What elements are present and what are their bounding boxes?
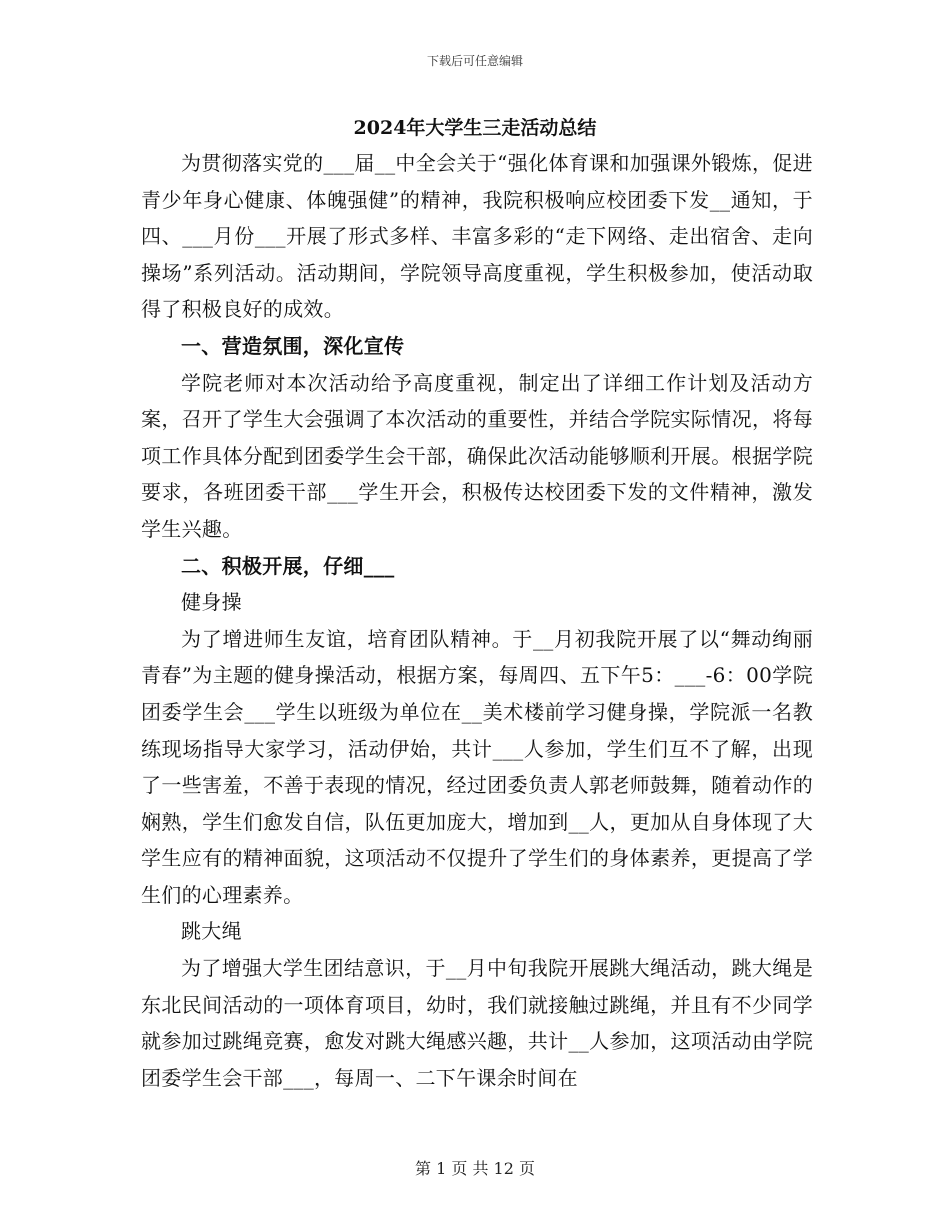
subheading-fitness-exercise: 健身操 — [181, 590, 242, 615]
rope-skipping-paragraph: 为了增强大学生团结意识，于__月中旬我院开展跳大绳活动，跳大绳是东北民间活动的一项体育项目，幼时，我们就接触过跳绳，并且有不少同学就参加过跳绳竞赛，愈发对跳大绳感兴趣，共计__人参加，这项活动由学院团委学生会干部___，每周一、二下午课余时间在 — [141, 956, 813, 1090]
document-body — [141, 145, 813, 1096]
document-title: 2024年大学生三走活动总结 — [353, 117, 597, 139]
section-heading-1: 一、营造氛围，深化宣传 — [181, 333, 405, 358]
page-header-note: 下载后可任意编辑 — [426, 54, 523, 68]
section-heading-2: 二、积极开展，仔细___ — [181, 553, 395, 578]
page-footer-indicator: 第 1 页 共 12 页 — [415, 1159, 535, 1178]
intro-paragraph: 为贯彻落实党的___届__中全会关于“强化体育课和加强课外锻炼，促进青少年身心健康、体魄强健”的精神，我院积极响应校团委下发__通知，于四、___月份___开展了形式多样、丰富多彩的“走下网络、走出宿舍、走向操场”系列活动。活动期间，学院领导高度重视，学生积极参加，使活动取得了积极良好的成效。 — [141, 151, 813, 322]
subheading-rope-skipping: 跳大绳 — [181, 919, 242, 944]
section-1-paragraph: 学院老师对本次活动给予高度重视，制定出了详细工作计划及活动方案，召开了学生大会强调了本次活动的重要性，并结合学院实际情况，将每项工作具体分配到团委学生会干部，确保此次活动能够顺利开展。根据学院要求，各班团委干部___学生开会，积极传达校团委下发的文件精神，激发学生兴趣。 — [141, 370, 813, 541]
fitness-exercise-paragraph: 为了增进师生友谊，培育团队精神。于__月初我院开展了以“舞动绚丽青春”为主题的健身操活动，根据方案，每周四、五下午5：___-6：00学院团委学生会___学生以班级为单位在__美术楼前学习健身操，学院派一名教练现场指导大家学习，活动伊始，共计___人参加，学生们互不了解，出现了一些害羞，不善于表现的情况，经过团委负责人郭老师鼓舞，随着动作的娴熟，学生们愈发自信，队伍更加庞大，增加到__人，更加从自身体现了大学生应有的精神面貌，这项活动不仅提升了学生们的身体素养，更提高了学生们的心理素养。 — [141, 626, 813, 907]
